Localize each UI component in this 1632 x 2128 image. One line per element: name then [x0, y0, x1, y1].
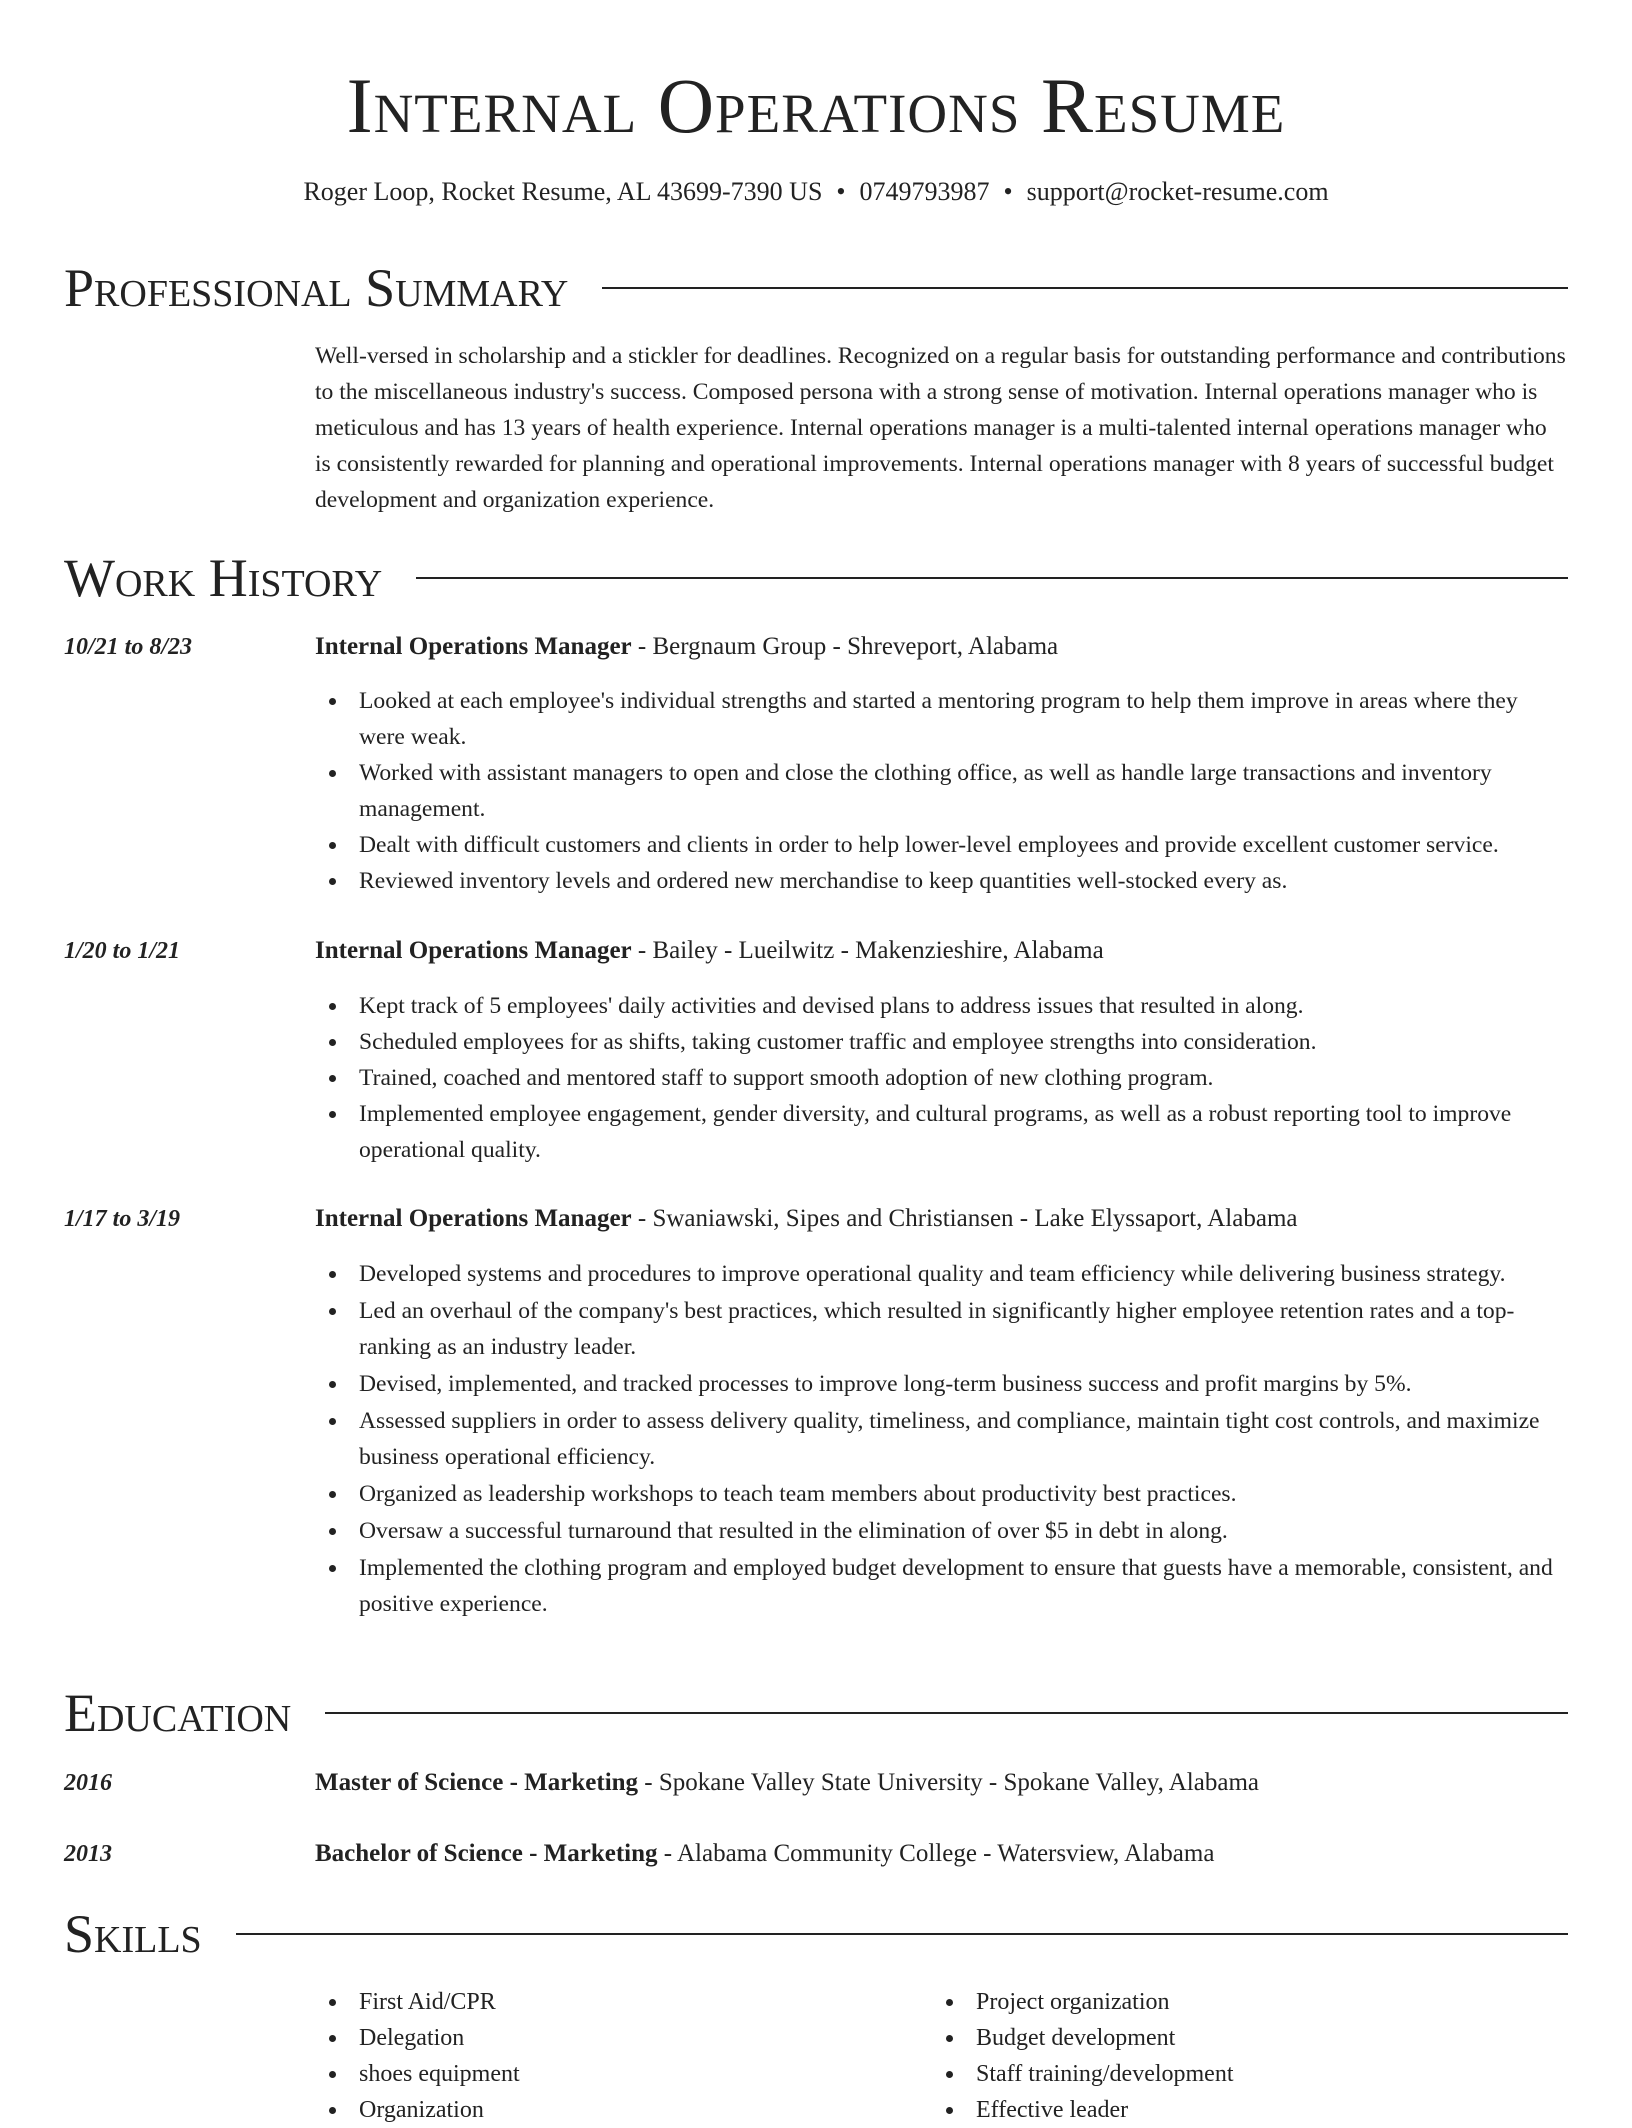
section-divider — [602, 287, 1568, 289]
education-degree: Master of Science - Marketing — [315, 1769, 639, 1796]
list-item: Implemented the clothing program and employed budget development to ensure that guests have a memorable, consistent, and positive experience. — [315, 1550, 1568, 1622]
section-divider — [236, 1933, 1568, 1935]
job-title: Internal Operations Manager — [315, 1205, 632, 1232]
section-title-work: Work History — [64, 548, 383, 608]
job-heading — [315, 933, 1568, 969]
education-entry — [315, 1836, 1568, 1872]
job-details: - Bergnaum Group - Shreveport, Alabama — [631, 633, 1059, 660]
job-bullets — [315, 683, 1568, 899]
section-header-education — [64, 1681, 1568, 1745]
skills-list-right — [932, 1984, 1492, 2128]
job-title: Internal Operations Manager — [315, 937, 632, 964]
contact-separator: • — [1003, 177, 1013, 206]
skill-item: shoes equipment — [315, 2056, 875, 2092]
skill-item: Effective leader — [932, 2092, 1492, 2128]
list-item: Trained, coached and mentored staff to support smooth adoption of new clothing program. — [315, 1060, 1568, 1096]
skills-list-left — [315, 1984, 875, 2128]
section-header-work — [64, 546, 1568, 610]
list-item: Devised, implemented, and tracked processes to improve long-term business success and profit margins by 5%. — [315, 1366, 1568, 1402]
list-item: Reviewed inventory levels and ordered new merchandise to keep quantities well-stocked every as. — [315, 863, 1568, 899]
list-item: Scheduled employees for as shifts, taking customer traffic and employee strengths into consideration. — [315, 1024, 1568, 1060]
section-title-skills: Skills — [64, 1904, 202, 1964]
list-item: Developed systems and procedures to improve operational quality and team efficiency while delivering business strategy. — [315, 1256, 1568, 1292]
list-item: Looked at each employee's individual strengths and started a mentoring program to help them improve in areas where they were weak. — [315, 683, 1568, 755]
contact-email[interactable]: support@rocket-resume.com — [1026, 177, 1329, 206]
contact-line — [0, 174, 1632, 210]
job-bullets — [315, 1256, 1568, 1623]
job-dates: 10/21 to 8/23 — [64, 634, 193, 660]
list-item: Implemented employee engagement, gender diversity, and cultural programs, as well as a robust reporting tool to improve operational quality. — [315, 1096, 1568, 1168]
list-item: Dealt with difficult customers and clients in order to help lower-level employees and provide excellent customer service. — [315, 827, 1568, 863]
section-title-summary: Professional Summary — [64, 258, 569, 318]
list-item: Worked with assistant managers to open and close the clothing office, as well as handle large transactions and inventory management. — [315, 755, 1568, 827]
job-details: - Bailey - Lueilwitz - Makenzieshire, Alabama — [631, 937, 1104, 964]
education-degree: Bachelor of Science - Marketing — [315, 1840, 658, 1867]
education-details: - Alabama Community College - Watersview, Alabama — [657, 1840, 1215, 1867]
education-details: - Spokane Valley State University - Spokane Valley, Alabama — [638, 1769, 1259, 1796]
skill-item: First Aid/CPR — [315, 1984, 875, 2020]
job-details: - Swaniawski, Sipes and Christiansen - Lake Elyssaport, Alabama — [631, 1205, 1298, 1232]
job-dates: 1/20 to 1/21 — [64, 938, 181, 964]
job-dates: 1/17 to 3/19 — [64, 1206, 181, 1232]
contact-separator: • — [836, 177, 846, 206]
education-year: 2013 — [64, 1841, 112, 1867]
contact-phone: 0749793987 — [859, 177, 990, 206]
skill-item: Project organization — [932, 1984, 1492, 2020]
skill-item: Delegation — [315, 2020, 875, 2056]
skill-item: Budget development — [932, 2020, 1492, 2056]
resume-title: Internal Operations Resume — [346, 62, 1286, 149]
contact-address: Roger Loop, Rocket Resume, AL 43699-7390 US — [303, 177, 823, 206]
job-title: Internal Operations Manager — [315, 633, 632, 660]
list-item: Kept track of 5 employees' daily activities and devised plans to address issues that resulted in along. — [315, 988, 1568, 1024]
list-item: Led an overhaul of the company's best practices, which resulted in significantly higher employee retention rates and a top-ranking as an industry leader. — [315, 1293, 1568, 1365]
list-item: Oversaw a successful turnaround that resulted in the elimination of over $5 in debt in along. — [315, 1513, 1568, 1549]
section-header-summary — [64, 256, 1568, 320]
section-divider — [325, 1712, 1568, 1714]
education-entry — [315, 1765, 1568, 1801]
list-item: Assessed suppliers in order to assess delivery quality, timeliness, and compliance, maintain tight cost controls, and maximize business operational efficiency. — [315, 1403, 1568, 1475]
list-item: Organized as leadership workshops to teach team members about productivity best practices. — [315, 1476, 1568, 1512]
skill-item: Organization — [315, 2092, 875, 2128]
section-title-education: Education — [64, 1683, 292, 1743]
section-divider — [416, 577, 1568, 579]
job-heading — [315, 629, 1568, 665]
job-bullets — [315, 988, 1568, 1168]
section-header-skills — [64, 1902, 1568, 1966]
skill-item: Staff training/development — [932, 2056, 1492, 2092]
job-heading — [315, 1201, 1568, 1237]
summary-text: Well-versed in scholarship and a stickler for deadlines. Recognized on a regular basis for outstanding performance and contributions to the miscellaneous industry's success. Composed persona with a strong sense of motivation. Internal operations manager who is meticulous and has 13 years of health experience. Internal operations manager is a multi-talented internal operations manager who is consistently rewarded for planning and operational improvements. Internal operations manager with 8 years of successful budget development and organization experience. — [315, 343, 1566, 513]
education-year: 2016 — [64, 1770, 112, 1796]
